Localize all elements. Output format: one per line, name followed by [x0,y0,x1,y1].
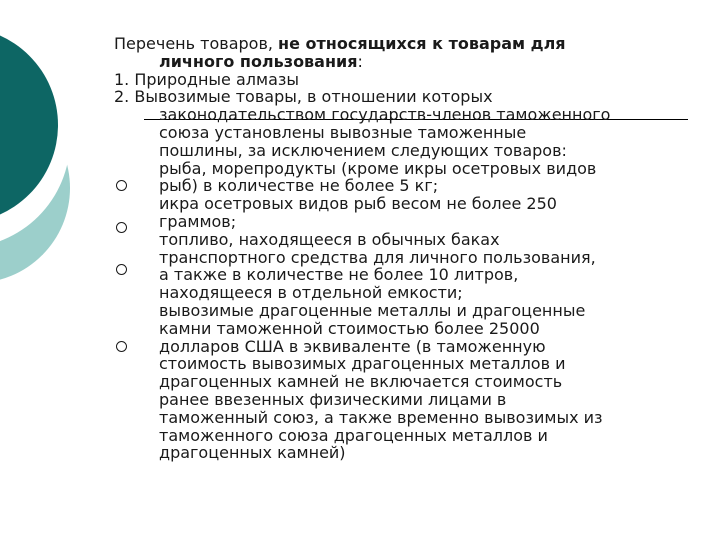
decorative-teal-circles [0,0,110,300]
bullet-4-line-9: драгоценных камней) [159,443,346,463]
bullet-3-line-3: а также в количестве не более 10 литров, [159,265,519,285]
item-2: 2. Вывозимые товары, в отношении которых [114,87,493,107]
bullet-1-line-1: рыба, морепродукты (кроме икры осетровых видов [159,158,597,178]
hollow-circle-bullet-icon [114,220,128,234]
bullet-4-line-8: таможенного союза драгоценных металлов и [159,425,548,445]
title-line-1 [114,35,694,53]
bullet-3-line-1: топливо, находящееся в обычных баках [159,229,500,249]
hollow-circle-bullet-icon [114,339,128,353]
item-1: 1. Природные алмазы [114,69,300,89]
title-bold-1: не относящихся к товарам для [278,34,566,53]
item-2-cont-2: союза установлены вывозные таможенные [159,122,527,142]
item-2-cont-3: пошлины, за исключением следующих товаров: [159,140,567,160]
title-bold-2: личного пользования [159,51,358,71]
bullet-4-line-7: таможенный союз, а также временно вывозимых из [159,407,603,427]
bullet-2-line-2: граммов; [159,211,237,231]
bullet-4-line-3: долларов США в эквиваленте (в таможенную [159,336,546,356]
title-line-2 [114,53,694,71]
title-suffix: : [357,51,363,71]
hollow-circle-bullet-icon [114,178,128,192]
bullet-4-line-4: стоимость вывозимых драгоценных металлов и [159,354,566,374]
bullet-4-line-2: камни таможенной стоимостью более 25000 [159,318,540,338]
item-2-cont-1: законодательством государств-членов таможенного [159,105,611,125]
bullet-1-line-2: рыб) в количестве не более 5 кг; [159,176,439,196]
bullet-3-line-4: находящееся в отдельной емкости; [159,283,463,303]
bullet-4-line-6: ранее ввезенных физическими лицами в [159,389,507,409]
bullet-2-line-1: икра осетровых видов рыб весом не более 250 [159,194,557,214]
bullet-4-line-5: драгоценных камней не включается стоимость [159,372,563,392]
hollow-circle-bullet-icon [114,262,128,276]
bullet-3-line-2: транспортного средства для личного пользования, [159,247,596,267]
slide-body [114,35,694,462]
bullet-4-line-1: вывозимые драгоценные металлы и драгоценные [159,300,586,320]
title-prefix: Перечень товаров, [114,34,279,53]
